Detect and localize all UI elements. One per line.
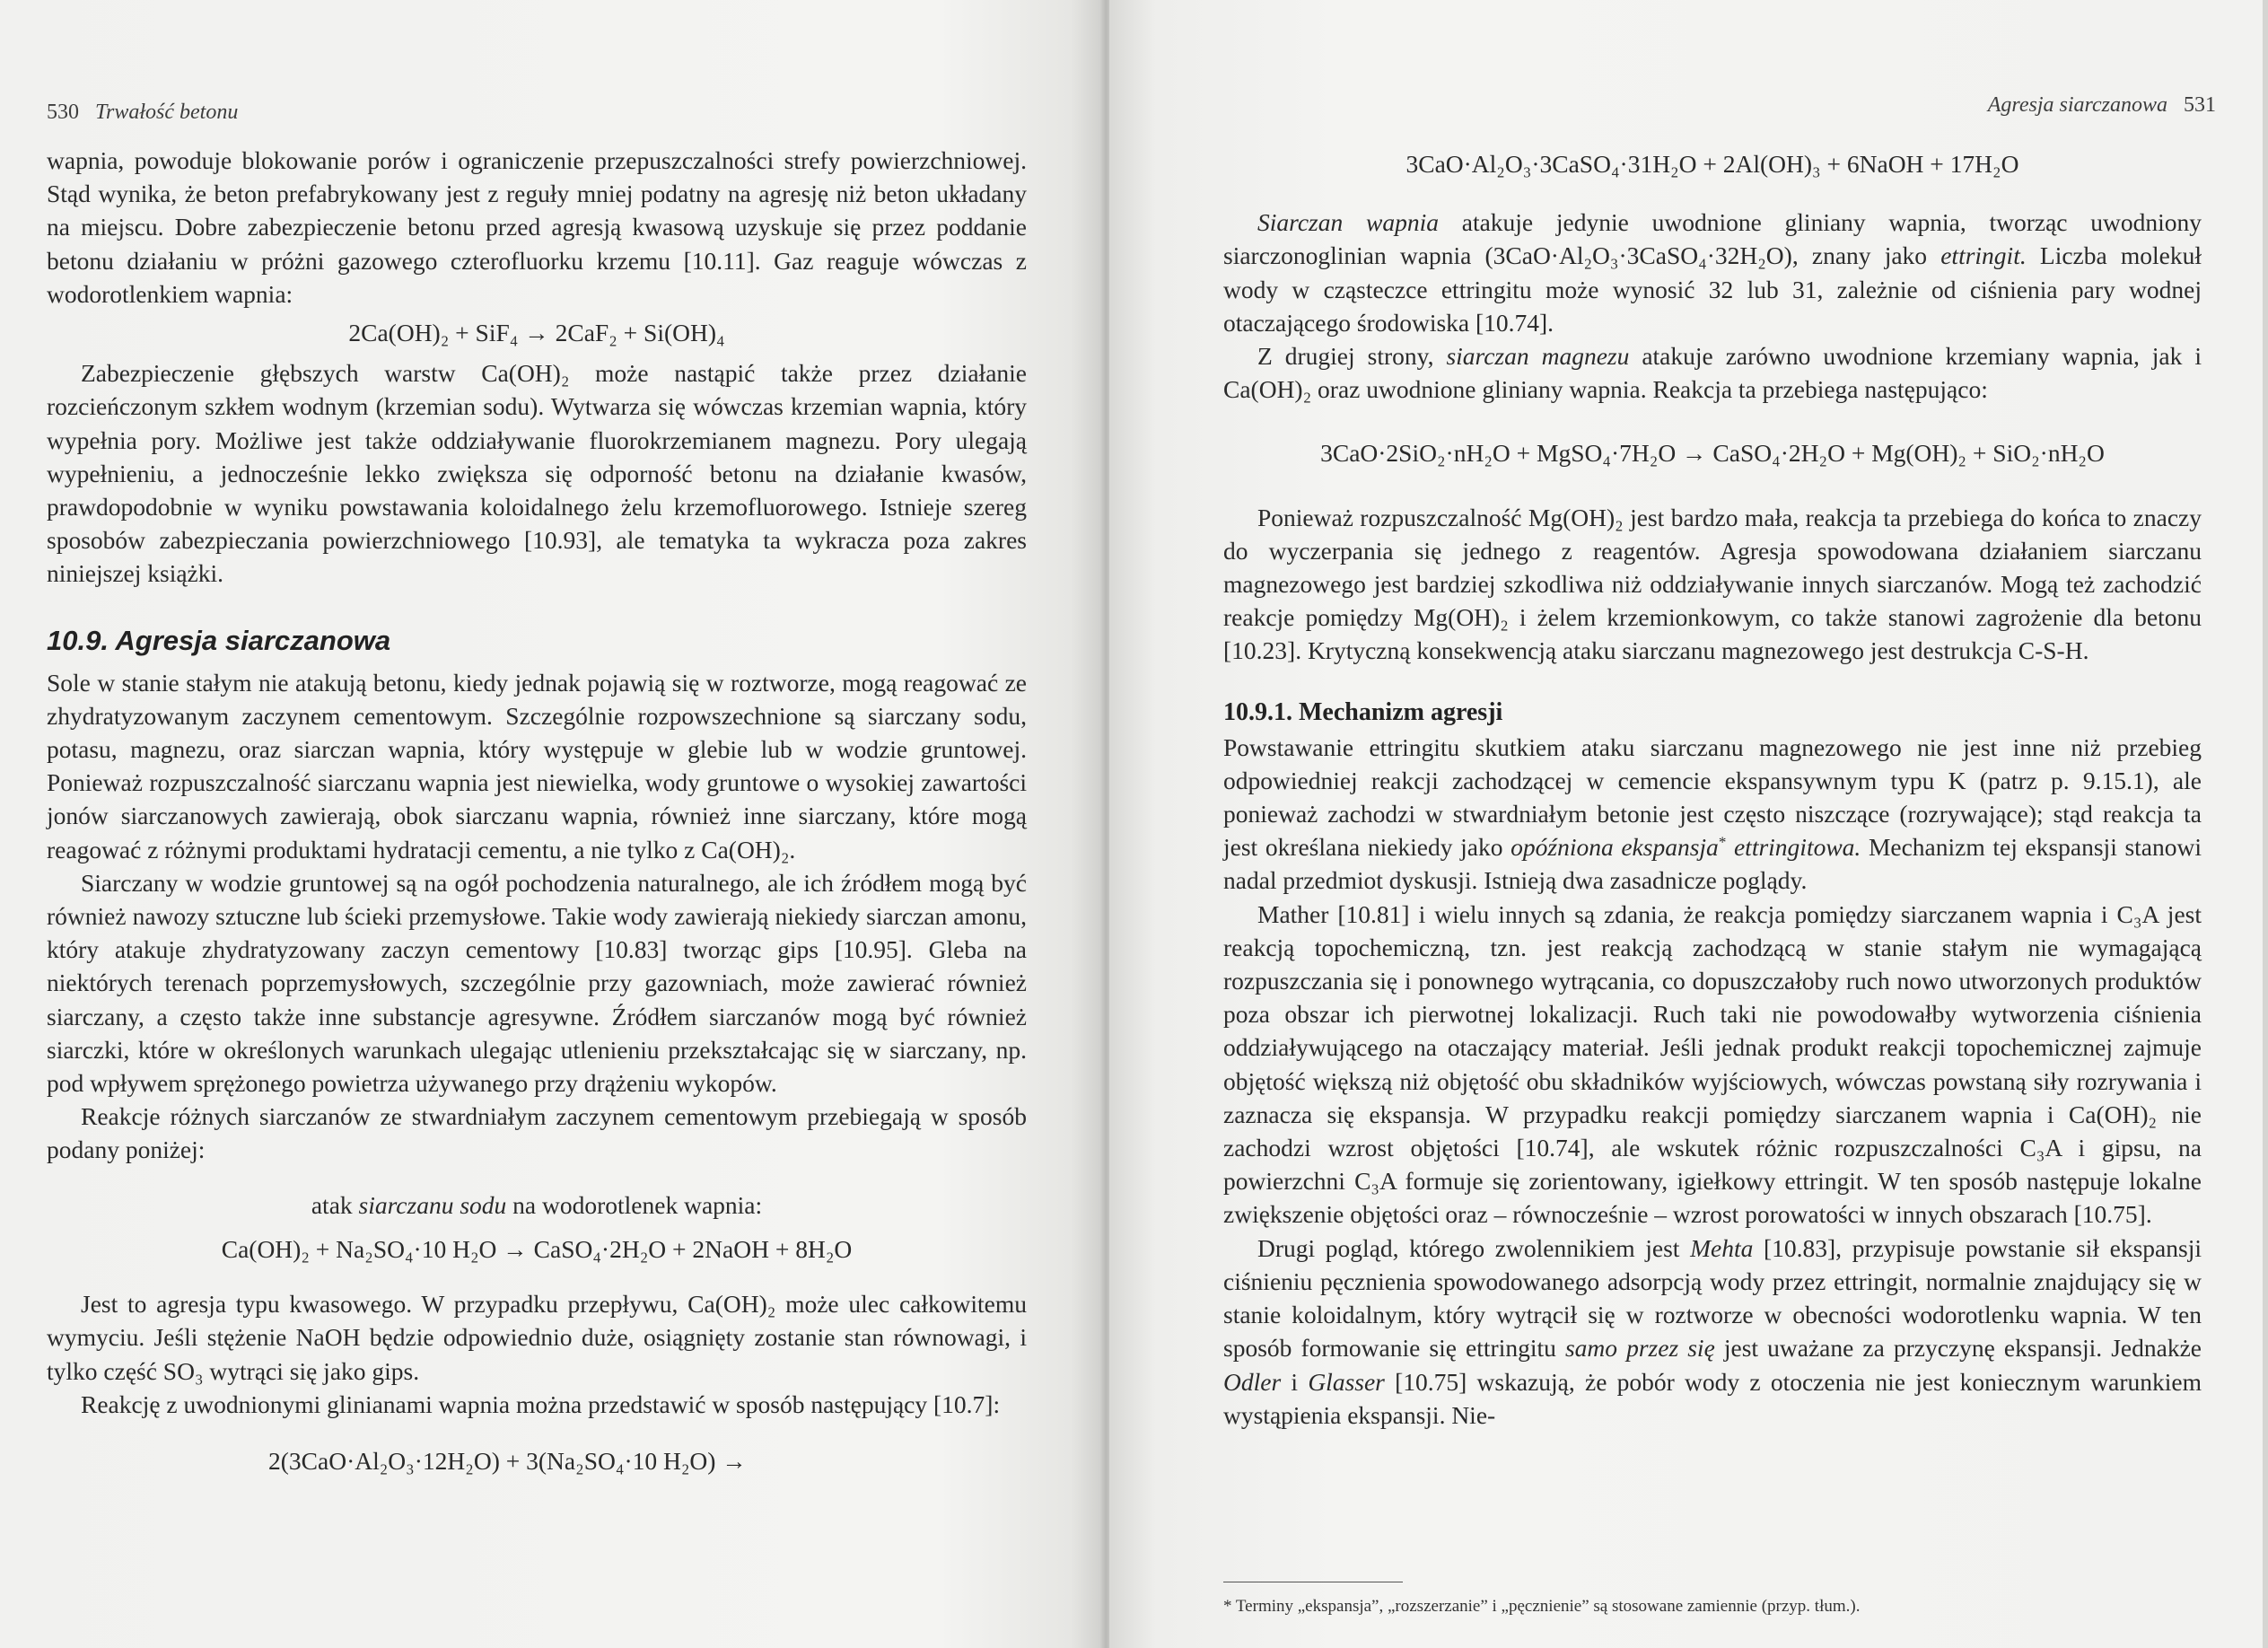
term-magnesium-sulfate: siarczan magnezu — [1446, 342, 1630, 371]
left-paragraph-2: Zabezpieczenie głębszych warstw Ca(OH)₂ może nastąpić także przez działanie rozcieńczonym szkłem wodnym (krzemian sodu). Wytwarza się wówczas krzemian wapnia, który wypełnia pory. Możliwe jest także oddziaływanie fluorokrzemianem magnezu. Pory ulegają wypełnieniu, a jednocześnie lekko zwiększa się odporność betonu na działanie kwasów, prawdopodobnie w wyniku powstawania koloidalnego żelu krzemofluorowego. Istnieje szereg sposobów zabezpieczania powierzchniowego [10.93], ale tematyka ta wykracza poza zakres niniejszej książki. — [47, 359, 1027, 588]
right-paragraph-4-text-b: Mechanizm tej ekspansji stanowi nadal przedmiot dyskusji. Istnieją dwa zasadnicze poglądy. — [1223, 833, 2202, 895]
author-odler: Odler — [1223, 1367, 1282, 1396]
right-running-header — [1988, 93, 2216, 118]
right-paragraph-6 — [1223, 1232, 2202, 1432]
caption-text-post: na wodorotlenek wapnia: — [512, 1190, 763, 1219]
right-text-column — [1223, 147, 2202, 1432]
equation-magnesium-sulfate: 3CaO·2SiO₂·nH₂O + MgSO₄·7H₂O → CaSO₄·2H₂O + Mg(OH)₂ + SiO₂·nH₂O — [1320, 439, 2105, 468]
sodium-sulfate-caption — [47, 1188, 1027, 1222]
term-delayed-expansion: opóźniona ekspansja — [1511, 833, 1719, 862]
right-page-edge — [2263, 0, 2268, 1648]
right-paragraph-6-text-c: jest uważane za przyczynę ekspansji. Jednakże — [1723, 1334, 2202, 1363]
section-heading-10-9: 10.9. Agresja siarczanowa — [47, 624, 391, 656]
right-paragraph-6-text-e: [10.75] wskazują, że pobór wody z otoczenia nie jest koniecznym warunkiem wystąpienia ekspansji. Nie- — [1223, 1367, 2202, 1429]
right-paragraph-3: Ponieważ rozpuszczalność Mg(OH)₂ jest bardzo mała, reakcja ta przebiega do końca to znaczy do wyczerpania się jednego z reagentów. Agresja spowodowana działaniem siarczanu magnezowego jest bardziej szkodliwa niż oddziaływanie innych siarczanów. Mogą też zachodzić reakcje pomiędzy Mg(OH)₂ i żelem krzemionkowym, co także stanowi zagrożenie dla betonu [10.23]. Krytyczną konsekwencją ataku siarczanu magnezowego jest destrukcja C-S-H. — [1223, 503, 2202, 665]
term-ettringite-expansion: ettringitowa. — [1733, 833, 1861, 862]
right-paragraph-5: Mather [10.81] i wielu innych są zdania, że reakcja pomiędzy siarczanem wapnia i C₃A jest reakcją topochemiczną, tzn. jest reakcją zachodzącą w stanie stałym nie wymagającą rozpuszczania się i ponownego wytrącania, co dopuszczałoby ruch nowo utworzonych produktów poza obszar ich pierwotnej lokalizacji. Ruch taki nie powodowałby wytworzenia ciśnienia oddziaływującego na otaczający materiał. Jeśli jednak produkt reakcji topochemicznej zajmuje objętość większą niż objętość obu składników wyjściowych, wówczas powstaną siły rozrywania i zaznacza się ekspansja. W przypadku reakcji pomiędzy siarczanem wapnia i Ca(OH)₂ nie zachodzi wzrost objętości [10.74], ale wskutek różnic rozpuszczalności C₃A i gipsu, na powierzchni C₃A formuje się zorientowany, igiełkowy ettringit. W ten sposób następuje lokalne zwiększenie objętości oraz – równocześnie – wzrost porowatości w innych obszarach [10.75]. — [1223, 899, 2202, 1229]
left-text-column — [47, 144, 1027, 1477]
left-running-title: Trwałość betonu — [95, 101, 239, 124]
subsection-heading-10-9-1: 10.9.1. Mechanizm agresji — [1223, 697, 1503, 726]
footnote-marker: * — [1718, 833, 1727, 851]
right-paragraph-4 — [1223, 731, 2202, 898]
left-paragraph-7: Reakcję z uwodnionymi glinianami wapnia można przedstawić w sposób następujący [10.7]: — [81, 1389, 1001, 1418]
right-paragraph-2 — [1223, 339, 2202, 406]
left-paragraph-6: Jest to agresja typu kwasowego. W przypadku przepływu, Ca(OH)₂ może ulec całkowitemu wymyciu. Jeśli stężenie NaOH będzie odpowiednio duże, osiągnięty zostanie stan równowagi, i tylko część SO₃ wytrąci się jako gips. — [47, 1290, 1027, 1385]
left-paragraph-3: Sole w stanie stałym nie atakują betonu, kiedy jednak pojawią się w roztworze, mogą reagować ze zhydratyzowanym zaczynem cementowym. Szczególnie rozpowszechnione są siarczany sodu, potasu, magnezu, oraz siarczan wapnia, który występuje w glebie lub w wodzie gruntowej. Ponieważ rozpuszczalność siarczanu wapnia jest niewielka, wody gruntowe o wysokiej zawartości jonów siarczanowych zawierają, obok siarczanu wapnia, również inne siarczany, które mogą reagować z różnymi produktami hydratacji cementu, a nie tylko z Ca(OH)₂. — [47, 668, 1027, 863]
right-paragraph-6-text-b: [10.83], przypisuje powstanie sił ekspansji ciśnieniu pęcznienia spowodowanego adsorpcją wody przez ettringit, normalnie znajdujący się w stanie koloidalnym, który wytrącił się w roztworze w obecności wodorotlenku wapnia. W ten sposób formowanie się ettringitu — [1223, 1233, 2202, 1363]
right-paragraph-1 — [1223, 206, 2202, 339]
footnote-area — [1223, 1582, 2202, 1618]
caption-text-pre: atak — [311, 1190, 353, 1219]
equation-aluminate-start: 2(3CaO·Al₂O₃·12H₂O) + 3(Na₂SO₄·10 H₂O) → — [268, 1446, 747, 1475]
left-page — [0, 0, 1104, 1648]
right-paragraph-6-text-a: Drugi pogląd, którego zwolennikiem jest — [1257, 1233, 1680, 1262]
equation-sodium-sulfate: Ca(OH)₂ + Na₂SO₄·10 H₂O → CaSO₄·2H₂O + 2NaOH + 8H₂O — [221, 1234, 853, 1263]
caption-text-emphasis: siarczanu sodu — [358, 1190, 507, 1219]
right-paragraph-1-text-a: atakuje jedynie uwodnione gliniany wapnia, tworząc uwodniony siarczonoglinian wapnia (3CaO·Al₂O₃·3CaSO₄·32H₂O), znany jako — [1223, 208, 2202, 270]
equation-sif4: 2Ca(OH)₂ + SiF₄ → 2CaF₂ + Si(OH)₄ — [348, 319, 725, 347]
author-mehta: Mehta — [1690, 1233, 1754, 1262]
left-paragraph-5: Reakcje różnych siarczanów ze stwardniałym zaczynem cementowym przebiegają w sposób podany poniżej: — [47, 1102, 1027, 1164]
left-running-header — [47, 101, 238, 125]
right-paragraph-2-text-a: Z drugiej strony, — [1257, 342, 1434, 371]
author-glasser: Glasser — [1308, 1367, 1385, 1396]
right-paragraph-6-text-d: i — [1291, 1367, 1299, 1396]
right-page-number: 531 — [2184, 93, 2216, 117]
left-page-number: 530 — [47, 101, 79, 124]
footnote-text: * Terminy „ekspansja”, „rozszerzanie” i „pęcznienie” są stosowane zamiennie (przyp. tłum.). — [1223, 1597, 1861, 1616]
right-running-title: Agresja siarczanowa — [1987, 93, 2167, 117]
right-page — [1109, 0, 2268, 1648]
term-calcium-sulfate: Siarczan wapnia — [1257, 208, 1439, 237]
right-paragraph-1-text-b: Liczba molekuł wody w cząsteczce ettringitu może wynosić 32 lub 31, zależnie od ciśnienia pary wodnej otaczającego środowiska [10.74]. — [1223, 241, 2202, 337]
left-paragraph-1: wapnia, powoduje blokowanie porów i ograniczenie przepuszczalności strefy powierzchniowej. Stąd wynika, że beton prefabrykowany jest z reguły mniej podatny na agresję niż beton układany na miejscu. Dobre zabezpieczenie betonu przed agresją kwasową uzyskuje się przez poddanie betonu działaniu w próżni gazowego czterofluorku krzemu [10.11]. Gaz reaguje wówczas z wodorotlenkiem wapnia: — [47, 146, 1027, 308]
equation-ettringite-products: 3CaO·Al₂O₃·3CaSO₄·31H₂O + 2Al(OH)₃ + 6NaOH + 17H₂O — [1405, 150, 2019, 178]
right-paragraph-2-text-b: atakuje zarówno uwodnione krzemiany wapnia, jak i Ca(OH)₂ oraz uwodnione gliniany wapnia. Reakcja ta przebiega następująco: — [1223, 342, 2202, 404]
term-by-itself: samo przez się — [1564, 1334, 1715, 1363]
term-ettringite: ettringit. — [1940, 241, 2027, 270]
right-paragraph-4-text-a: Powstawanie ettringitu skutkiem ataku siarczanu magnezowego nie jest inne niż przebieg odpowiedniej reakcji zachodzącej w cemencie ekspansywnym typu K (patrz p. 9.15.1), ale ponieważ zachodzi w stwardniałym betonie jest często niszczące (rozrywające); stąd reakcja ta jest określana niekiedy jako — [1223, 732, 2202, 862]
left-paragraph-4: Siarczany w wodzie gruntowej są na ogół pochodzenia naturalnego, ale ich źródłem mogą być również nawozy sztuczne lub ścieki przemysłowe. Takie wody zawierają niekiedy siarczan amonu, który atakuje zhydratyzowany zaczyn cementowy [10.83] tworząc gips [10.95]. Gleba na niektórych terenach poprzemysłowych, szczególnie przy gazowniach, może zawierać również siarczany, a często także inne substancje agresywne. Źródłem siarczanów mogą być również siarczki, które w określonych warunkach ulegając utlenieniu przekształcając się w siarczany, np. pod wpływem sprężonego powietrza używanego przy drążeniu wykopów. — [47, 868, 1027, 1098]
